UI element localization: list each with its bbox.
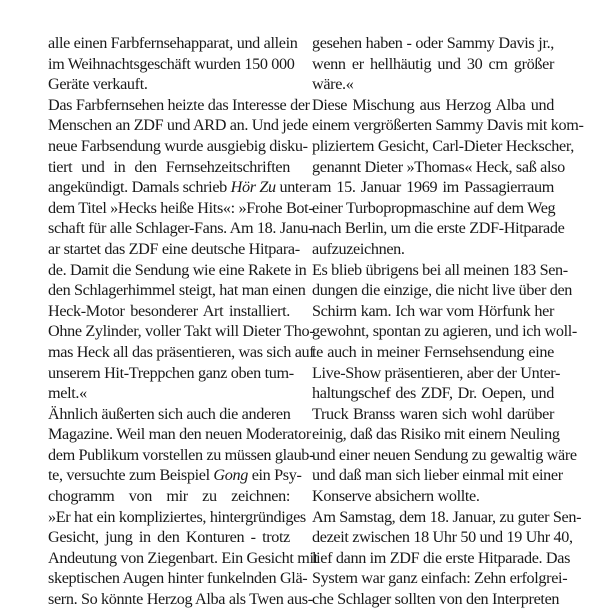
text-line: Schirm kam. Ich war vom Hörfunk her (312, 301, 554, 320)
text-line: gesehen haben - oder Sammy Davis jr., (312, 34, 554, 52)
text-line: neue Farbsendung wurde ausgiebig disku- (48, 136, 308, 155)
text-line: haltungschef des ZDF, Dr. Oepen, und (312, 384, 554, 403)
text-line: aufzuzeichnen. (312, 239, 405, 258)
text-line: unserem Hit-Treppchen ganz oben tum- (48, 363, 294, 382)
text-line: chogramm von mir zu zeichnen: (48, 487, 290, 506)
text-line: wenn er hellhäutig und 30 cm größer (312, 54, 554, 73)
text-line: Gesicht, jung in den Konturen - trotz (48, 528, 290, 547)
publication-title: Hör Zu (230, 178, 276, 197)
text-segment: unter (275, 178, 311, 197)
text-segment: angekündigt. Damals schrieb (48, 178, 231, 197)
text-line: Truck Branss waren sich wohl darüber (312, 404, 554, 423)
text-line: dem Titel »Hecks heiße Hits«: »Frohe Bot- (48, 198, 314, 217)
text-line: den Schlagerhimmel steigt, hat man einen (48, 281, 306, 300)
text-line (48, 465, 302, 486)
text-line: alle einen Farbfernsehapparat, und allein (48, 34, 298, 52)
text-line: tiert und in den Fernsehzeitschriften (48, 157, 290, 176)
text-line: einig, daß das Risiko mit einem Neuling (312, 425, 560, 444)
text-line: Ähnlich äußerten sich auch die anderen (48, 404, 291, 423)
text-line: Live-Show präsentieren, aber der Unter- (312, 363, 561, 382)
right-text-column (312, 33, 584, 610)
text-line: dezeit zwischen 18 Uhr 50 und 19 Uhr 40, (312, 528, 573, 547)
text-line: einem vergrößerten Sammy Davis mit kom- (312, 116, 584, 135)
text-line: mas Heck all das präsentieren, was sich auf (48, 342, 315, 361)
text-line: Menschen an ZDF und ARD an. Und jede (48, 116, 308, 135)
text-line: Am Samstag, dem 18. Januar, zu guter Sen- (312, 507, 582, 526)
text-line: dungen die einzige, die nicht live über den (312, 281, 573, 300)
text-line: im Weihnachtsgeschäft wurden 150 000 (48, 54, 295, 73)
text-line: Magazine. Weil man den neuen Moderator (48, 425, 311, 444)
text-line: und einer neuen Sendung zu gewaltig wäre (312, 445, 577, 464)
text-line: lief dann im ZDF die erste Hitparade. Das (312, 548, 571, 567)
text-line: nach Berlin, um die erste ZDF-Hitparade (312, 219, 565, 238)
text-line: am 15. Januar 1969 im Passagierraum (312, 178, 554, 197)
text-line: Andeutung von Ziegenbart. Ein Gesicht mit (48, 548, 318, 567)
publication-title: Gong (213, 466, 248, 485)
text-segment: ein Psy- (248, 466, 302, 485)
left-text-column (48, 33, 318, 610)
text-line: schaft für alle Schlager-Fans. Am 18. Janu- (48, 219, 314, 238)
text-line: System war ganz einfach: Zehn erfolgrei- (312, 569, 568, 588)
text-line: te auch in meiner Fernsehsendung eine (312, 342, 554, 361)
text-line: Es blieb übrigens bei all meinen 183 Sen- (312, 260, 568, 279)
text-line: Das Farbfernsehen heizte das Interesse der (48, 95, 310, 114)
text-line: dem Publikum vorstellen zu müssen glaub- (48, 445, 315, 464)
text-line: pliziertem Gesicht, Carl-Dieter Heckscher, (312, 136, 574, 155)
text-line: Heck-Motor besonderer Art installiert. (48, 301, 290, 320)
text-line: Konserve absichern wollte. (312, 487, 480, 506)
text-line: de. Damit die Sendung wie eine Rakete in (48, 260, 307, 279)
text-line: wäre.« (312, 75, 354, 94)
text-line: »Er hat ein kompliziertes, hintergründiges (48, 507, 306, 526)
text-line: ar startet das ZDF eine deutsche Hitpara- (48, 239, 300, 258)
text-line: genannt Dieter »Thomas« Heck, saß also (312, 157, 565, 176)
text-line: melt.« (48, 384, 87, 403)
text-line: gewohnt, spontan zu agieren, und ich woll- (312, 322, 577, 341)
text-line (48, 177, 311, 198)
text-line: einer Turbopropmaschine auf dem Weg (312, 198, 556, 217)
text-line: und daß man sich lieber einmal mit einer (312, 466, 563, 485)
text-line: skeptischen Augen hinter funkelnden Glä- (48, 569, 308, 588)
text-line: Ohne Zylinder, voller Takt will Dieter Tho- (48, 322, 315, 341)
text-line: Geräte verkauft. (48, 75, 148, 94)
text-line: sern. So könnte Herzog Alba als Twen aus- (48, 590, 313, 609)
text-line: che Schlager sollten von den Interpreten (312, 590, 560, 609)
text-line: Diese Mischung aus Herzog Alba und (312, 95, 554, 114)
text-segment: te, versuchte zum Beispiel (48, 466, 214, 485)
